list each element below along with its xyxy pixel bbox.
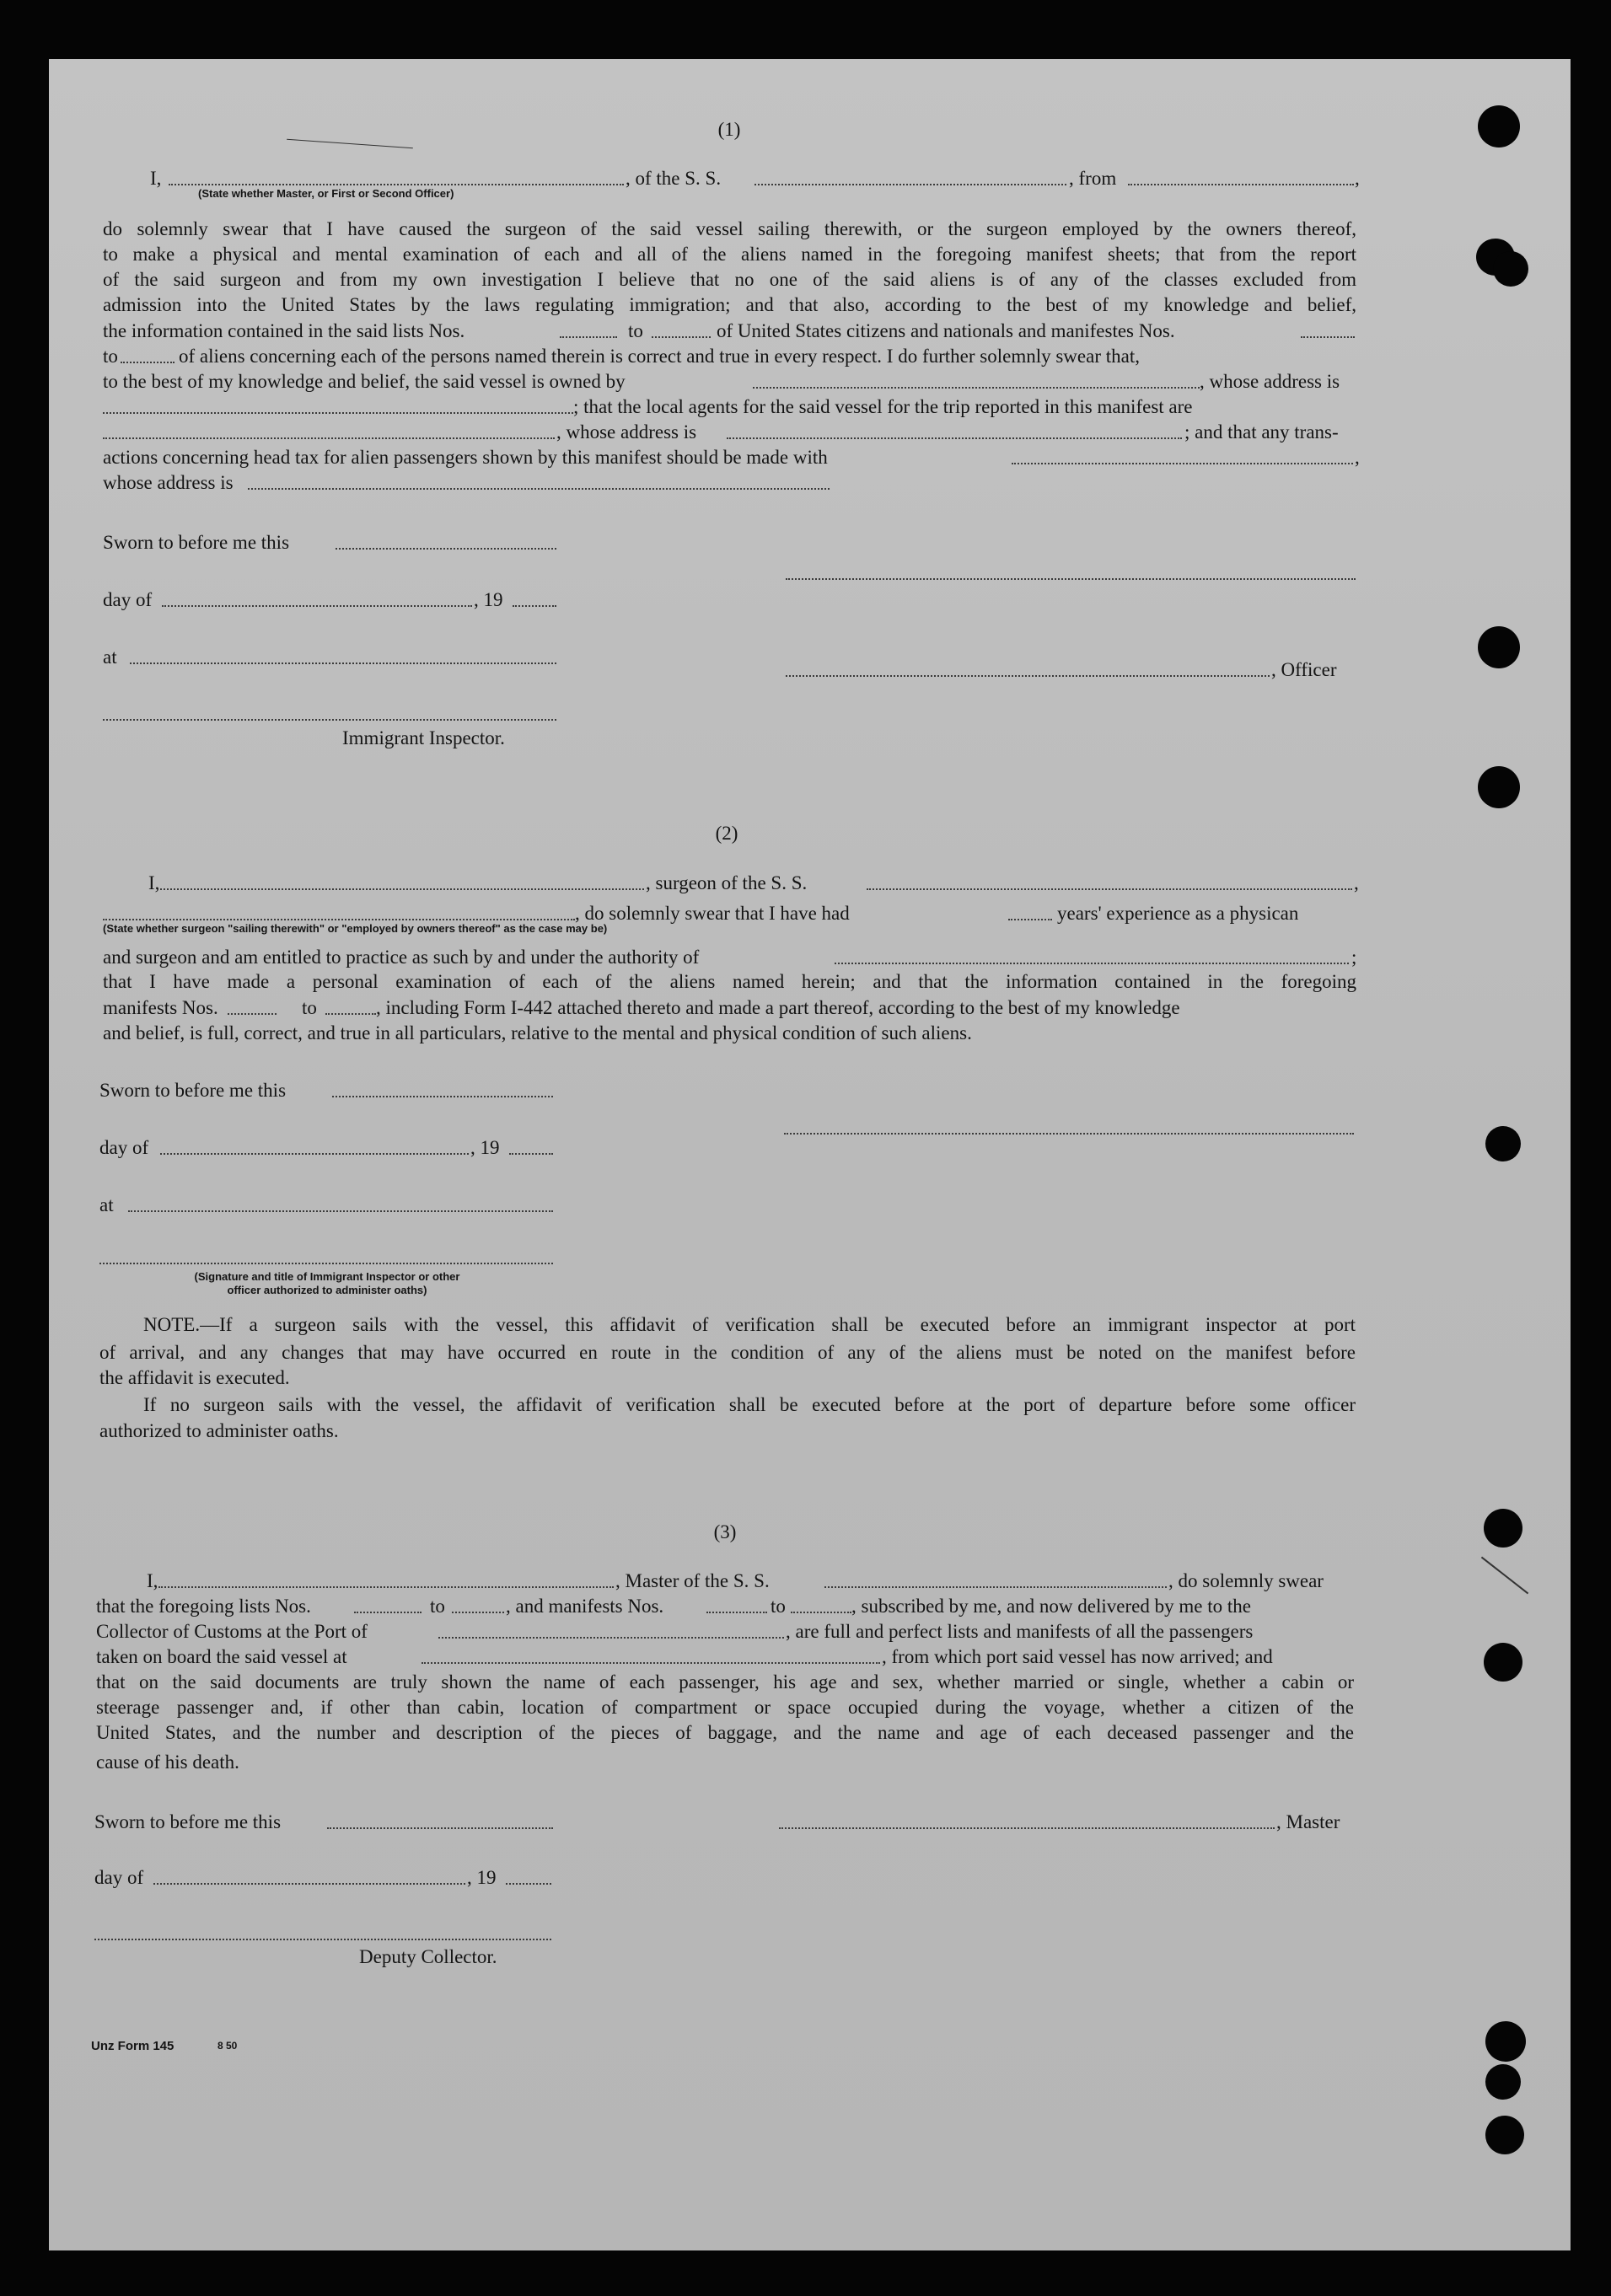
- month-field[interactable]: [162, 605, 472, 607]
- surgeon-signature-line[interactable]: [784, 1133, 1354, 1135]
- year-label: , 19: [467, 1867, 497, 1888]
- info-label: the information contained in the said lists Nos.: [103, 320, 465, 341]
- year-field[interactable]: [506, 1883, 551, 1885]
- intro-i: I,: [150, 168, 162, 189]
- oath-text-line: steerage passenger and, if other than cabin, location of compartment or space occupied during the voyage, whether a citizen of the: [96, 1697, 1354, 1718]
- owned-label: to the best of my knowledge and belief, the said vessel is owned by: [103, 371, 626, 392]
- binder-hole: [1478, 626, 1520, 668]
- manifests-label: , and manifests Nos.: [506, 1596, 664, 1617]
- officer-name-field[interactable]: [169, 184, 624, 185]
- port-field[interactable]: [438, 1637, 784, 1639]
- manifests-from-field[interactable]: [228, 1013, 277, 1015]
- aliens-text: of aliens concerning each of the persons named therein is correct and true in every respect. I do further solemnly swear that,: [179, 346, 1140, 367]
- binder-hole: [1484, 1509, 1522, 1548]
- manifests-to-field[interactable]: [121, 362, 175, 363]
- owner-address-field[interactable]: [103, 412, 573, 414]
- authority-label: and surgeon and am entitled to practice as such by and under the authority of: [103, 947, 700, 968]
- transactions-label: ; and that any trans-: [1184, 421, 1339, 443]
- of-ss-label: , of the S. S.: [626, 168, 722, 189]
- agent-address-field[interactable]: [727, 437, 1182, 439]
- from-label: , from: [1069, 168, 1117, 189]
- surgeon-note: (State whether surgeon "sailing therewith" or "employed by owners thereof" as the case may be): [103, 922, 608, 935]
- year-label: , 19: [470, 1137, 500, 1158]
- subscribed-text: , subscribed by me, and now delivered by me to the: [851, 1596, 1251, 1617]
- signature-note: (Signature and title of Immigrant Inspector or other: [194, 1270, 460, 1283]
- comma: ,: [1355, 447, 1360, 468]
- oath-text-line: do solemnly swear that I have caused the surgeon of the said vessel sailing therewith, or the surgeon employed by the owners thereof,: [103, 218, 1356, 239]
- master-note: (State whether Master, or First or Second Officer): [198, 187, 454, 200]
- manifests-to-field[interactable]: [791, 1612, 851, 1613]
- sworn-label: Sworn to before me this: [99, 1080, 287, 1101]
- inspector-label: Immigrant Inspector.: [342, 727, 505, 748]
- oath-text-line: to make a physical and mental examination of each and all of the aliens named in the foregoing manifest sheets; that from the report: [103, 244, 1356, 265]
- head-tax-address-field[interactable]: [248, 488, 830, 490]
- comma: ,: [1355, 168, 1360, 189]
- intro-i: I,: [147, 1570, 158, 1591]
- year-field[interactable]: [509, 1153, 553, 1155]
- surgeon-status-field[interactable]: [103, 919, 575, 920]
- swear-label: , do solemnly swear that I have had: [575, 903, 850, 924]
- section-number: (3): [713, 1521, 737, 1542]
- vessel-name-field[interactable]: [824, 1586, 1167, 1588]
- agent-address-label: , whose address is: [556, 421, 697, 443]
- note-text-line: of arrival, and any changes that may have occurred en route in the condition of any of the aliens must be noted on the manifest before: [99, 1342, 1356, 1363]
- day-of-label: day of: [94, 1867, 144, 1888]
- agents-text: ; that the local agents for the said vessel for the trip reported in this manifest are: [573, 396, 1193, 417]
- section-number: (1): [717, 119, 741, 140]
- years-label: years' experience as a physican: [1057, 903, 1299, 924]
- authority-field[interactable]: [835, 963, 1349, 964]
- binder-hole: [1484, 1643, 1522, 1682]
- collector-label: Collector of Customs at the Port of: [96, 1621, 368, 1642]
- head-tax-party-field[interactable]: [1012, 463, 1353, 464]
- master-signature-line[interactable]: [779, 1827, 1275, 1829]
- intro-i: I,: [148, 872, 160, 893]
- oath-text-line: United States, and the number and description of the pieces of baggage, and the name and age of each deceased passenger and the: [96, 1722, 1354, 1743]
- oath-text-line: admission into the United States by the laws regulating immigration; and that also, according to the best of my knowledge and belief,: [103, 294, 1356, 315]
- manifests-from-field[interactable]: [706, 1612, 767, 1613]
- note-text-line: the affidavit is executed.: [99, 1367, 290, 1388]
- day-of-label: day of: [99, 1137, 149, 1158]
- month-field[interactable]: [160, 1153, 469, 1155]
- master-of-label: , Master of the S. S.: [615, 1570, 770, 1591]
- semicolon: ;: [1351, 947, 1357, 968]
- whose-address-label: whose address is: [103, 472, 234, 493]
- exam-text-line: that I have made a personal examination of each of the aliens named herein; and that the information contained in the foregoing: [103, 971, 1356, 992]
- master-name-field[interactable]: [158, 1586, 614, 1588]
- oath-text-line: that on the said documents are truly shown the name of each passenger, his age and sex, whether married or single, whether a cabin or: [96, 1671, 1354, 1692]
- surgeon-of-label: , surgeon of the S. S.: [646, 872, 808, 893]
- arrived-text: , from which port said vessel has now arrived; and: [882, 1646, 1273, 1667]
- to-label: to: [628, 320, 643, 341]
- head-tax-label: actions concerning head tax for alien passengers shown by this manifest should be made with: [103, 447, 828, 468]
- note-text-line: If no surgeon sails with the vessel, the affidavit of verification shall be executed before at the port of departure before some officer: [143, 1394, 1356, 1415]
- year-label: , 19: [474, 589, 503, 610]
- note-text-line: authorized to administer oaths.: [99, 1420, 339, 1441]
- binder-hole: [1485, 1126, 1521, 1161]
- day-of-label: day of: [103, 589, 153, 610]
- owner-address-label: , whose address is: [1200, 371, 1340, 392]
- binder-hole: [1485, 2021, 1526, 2062]
- officer-label: , Officer: [1271, 659, 1337, 680]
- binder-hole: [1478, 766, 1520, 808]
- place-field[interactable]: [130, 663, 556, 664]
- sworn-date-field[interactable]: [332, 1096, 553, 1097]
- to-label: to: [302, 997, 317, 1018]
- month-field[interactable]: [153, 1883, 465, 1885]
- inspector-signature-line[interactable]: [103, 719, 556, 721]
- comma: ,: [1354, 872, 1359, 893]
- owner-field[interactable]: [753, 387, 1200, 389]
- sworn-label: Sworn to before me this: [94, 1811, 282, 1832]
- citizens-label: of United States citizens and nationals and manifestes Nos.: [717, 320, 1175, 341]
- form-i442-text: , including Form I-442 attached thereto and made a part thereof, according to the best of my knowledge: [376, 997, 1180, 1018]
- vessel-name-field[interactable]: [867, 888, 1352, 890]
- officer-signature-line[interactable]: [786, 578, 1356, 580]
- inspector-signature-line[interactable]: [99, 1263, 553, 1264]
- form-code: 8 50: [217, 2040, 238, 2052]
- agent-name-field[interactable]: [103, 437, 555, 439]
- lists-to-field[interactable]: [452, 1612, 504, 1613]
- years-field[interactable]: [1008, 919, 1052, 920]
- at-label: at: [103, 646, 117, 668]
- surgeon-name-field[interactable]: [160, 888, 644, 890]
- officer-title-line[interactable]: [786, 675, 1270, 677]
- sworn-label: Sworn to before me this: [103, 532, 290, 553]
- year-field[interactable]: [513, 605, 556, 607]
- lists-from-field[interactable]: [560, 336, 617, 338]
- manifests-label: manifests Nos.: [103, 997, 218, 1018]
- binder-hole: [1478, 105, 1520, 148]
- master-label: , Master: [1276, 1811, 1340, 1832]
- lists-label: that the foregoing lists Nos.: [96, 1596, 311, 1617]
- lists-from-field[interactable]: [354, 1612, 422, 1613]
- cause-text: cause of his death.: [96, 1752, 239, 1773]
- to-label: to: [771, 1596, 786, 1617]
- signature-note: officer authorized to administer oaths): [227, 1284, 427, 1296]
- swear-label: , do solemnly swear: [1168, 1570, 1324, 1591]
- oath-text-line: of the said surgeon and from my own investigation I believe that no one of the said aliens is of any of the classes excluded from: [103, 269, 1356, 290]
- sworn-date-field[interactable]: [336, 548, 556, 550]
- collector-signature-line[interactable]: [94, 1939, 551, 1940]
- at-label: at: [99, 1194, 114, 1215]
- place-field[interactable]: [128, 1210, 553, 1212]
- to-label: to: [430, 1596, 445, 1617]
- sworn-date-field[interactable]: [327, 1827, 553, 1829]
- taken-label: taken on board the said vessel at: [96, 1646, 347, 1667]
- binder-hole: [1493, 251, 1528, 287]
- vessel-name-field[interactable]: [754, 184, 1066, 185]
- section-number: (2): [715, 823, 738, 844]
- form-id: Unz Form 145: [91, 2039, 175, 2053]
- deputy-label: Deputy Collector.: [359, 1946, 497, 1967]
- manifests-to-field[interactable]: [325, 1013, 376, 1015]
- manifests-from-field[interactable]: [1301, 336, 1355, 338]
- lists-complete-text: , are full and perfect lists and manifests of all the passengers: [786, 1621, 1254, 1642]
- to-label: to: [103, 346, 118, 367]
- binder-hole: [1485, 2064, 1521, 2100]
- lists-to-field[interactable]: [652, 336, 711, 338]
- from-port-field[interactable]: [1128, 184, 1354, 185]
- binder-hole: [1485, 2116, 1524, 2154]
- belief-text: and belief, is full, correct, and true in all particulars, relative to the mental and physical condition of such aliens.: [103, 1022, 972, 1043]
- boarding-port-field[interactable]: [422, 1662, 880, 1664]
- note-text-line: NOTE.—If a surgeon sails with the vessel, this affidavit of verification shall be executed before an immigrant inspector at port: [143, 1314, 1356, 1335]
